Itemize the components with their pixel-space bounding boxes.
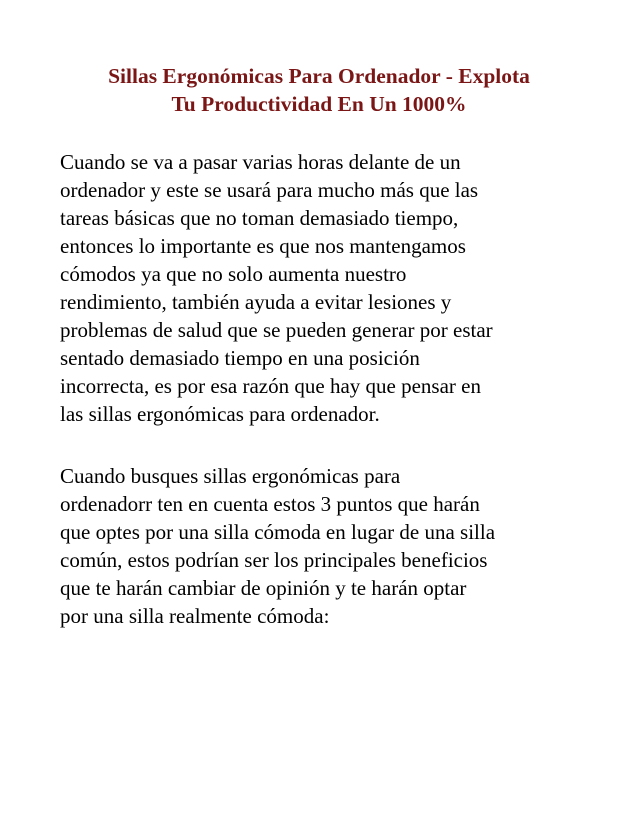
paragraph-1-line: entonces lo importante es que nos mantengamos bbox=[60, 234, 466, 258]
page-title-line-2: Tu Productividad En Un 1000% bbox=[171, 92, 467, 116]
paragraph-2-line: por una silla realmente cómoda: bbox=[60, 604, 330, 628]
paragraph-1-line: Cuando se va a pasar varias horas delante de un bbox=[60, 150, 461, 174]
paragraph-1-line: incorrecta, es por esa razón que hay que pensar en bbox=[60, 374, 481, 398]
paragraph-1-line: tareas básicas que no toman demasiado tiempo, bbox=[60, 206, 459, 230]
paragraph-2 bbox=[60, 462, 590, 630]
paragraph-1-line: ordenador y este se usará para mucho más que las bbox=[60, 178, 479, 202]
paragraph-1-line: rendimiento, también ayuda a evitar lesiones y bbox=[60, 290, 452, 314]
page-title-line-1: Sillas Ergonómicas Para Ordenador - Explota bbox=[108, 64, 530, 88]
paragraph-1-line: las sillas ergonómicas para ordenador. bbox=[60, 402, 380, 426]
paragraph-2-line: Cuando busques sillas ergonómicas para bbox=[60, 464, 401, 488]
paragraph-2-line: común, estos podrían ser los principales beneficios bbox=[60, 548, 488, 572]
paragraph-1-line: cómodos ya que no solo aumenta nuestro bbox=[60, 262, 407, 286]
page-title bbox=[40, 62, 598, 118]
paragraph-1-line: problemas de salud que se pueden generar por estar bbox=[60, 318, 493, 342]
paragraph-1-line: sentado demasiado tiempo en una posición bbox=[60, 346, 420, 370]
paragraph-2-line: que te harán cambiar de opinión y te harán optar bbox=[60, 576, 467, 600]
paragraph-2-line: que optes por una silla cómoda en lugar de una silla bbox=[60, 520, 496, 544]
paragraph-1 bbox=[60, 148, 590, 428]
paragraph-2-line: ordenadorr ten en cuenta estos 3 puntos que harán bbox=[60, 492, 480, 516]
